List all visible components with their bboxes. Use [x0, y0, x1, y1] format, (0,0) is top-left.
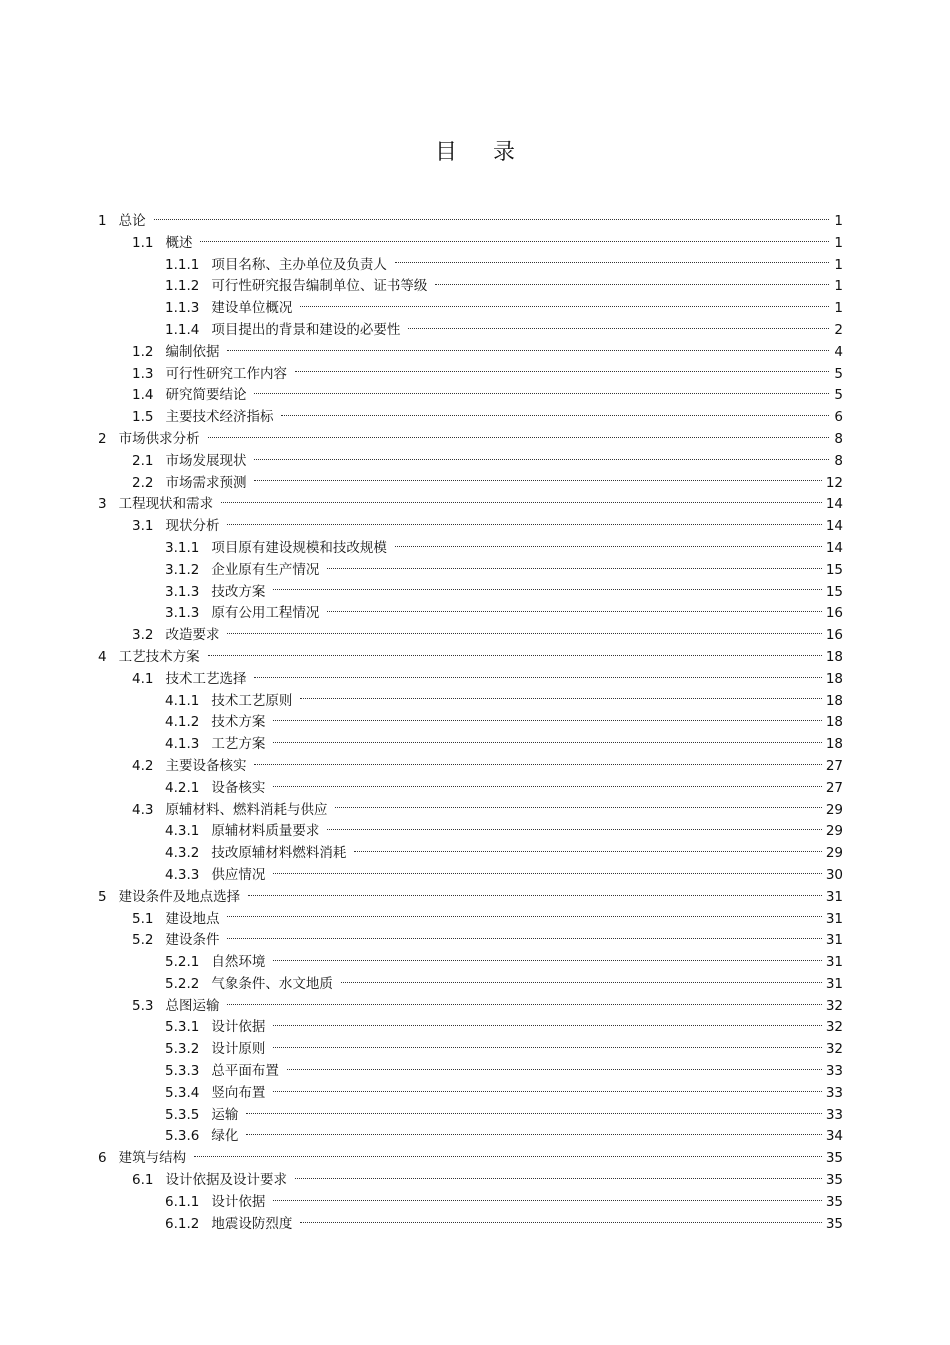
toc-entry-number: 5.3.2 [165, 1041, 200, 1058]
toc-entry-number: 3.1.3 [165, 583, 200, 600]
toc-entry-page: 8 [834, 430, 843, 447]
toc-entry[interactable] [98, 451, 843, 473]
toc-entry-number: 1.5 [132, 409, 154, 426]
toc-entry-label: 设计依据 [211, 1019, 266, 1036]
toc-entry-page: 5 [834, 365, 843, 382]
toc-entry-number: 6.1.2 [165, 1215, 200, 1232]
toc-entry-page: 14 [825, 539, 843, 556]
toc-dot-leader [227, 349, 829, 351]
toc-entry-page: 18 [825, 714, 843, 731]
toc-dot-leader [300, 697, 821, 699]
toc-entry-number: 5.3.6 [165, 1128, 200, 1145]
toc-entry-number: 3.1.2 [165, 561, 200, 578]
toc-dot-leader [208, 436, 829, 438]
toc-entry-label: 设备核实 [211, 779, 266, 796]
toc-entry-label: 原辅材料、燃料消耗与供应 [165, 801, 328, 818]
toc-dot-leader [327, 828, 821, 830]
toc-entry-page: 16 [825, 605, 843, 622]
toc-entry[interactable] [98, 909, 843, 931]
toc-entry-page: 18 [825, 670, 843, 687]
toc-entry[interactable] [98, 473, 843, 495]
toc-entry-page: 31 [825, 932, 843, 949]
toc-entry-label: 供应情况 [211, 866, 266, 883]
toc-entry[interactable] [98, 320, 843, 342]
toc-dot-leader [273, 872, 821, 874]
toc-entry-number: 1.1.1 [165, 256, 200, 273]
toc-entry-number: 5 [98, 888, 107, 905]
toc-dot-leader [254, 458, 829, 460]
toc-entry-label: 企业原有生产情况 [211, 561, 320, 578]
toc-entry-label: 可行性研究报告编制单位、证书等级 [211, 278, 428, 295]
toc-list [98, 211, 843, 1235]
toc-entry-page: 27 [825, 779, 843, 796]
toc-dot-leader [246, 1133, 821, 1135]
toc-entry-label: 编制依据 [165, 343, 220, 360]
toc-entry-page: 32 [825, 1019, 843, 1036]
toc-entry[interactable] [98, 255, 843, 277]
toc-entry-number: 3.1.3 [165, 605, 200, 622]
toc-entry-page: 33 [825, 1063, 843, 1080]
toc-entry-page: 2 [834, 321, 843, 338]
toc-entry-number: 3.2 [132, 627, 154, 644]
toc-dot-leader [254, 479, 821, 481]
toc-entry[interactable] [98, 385, 843, 407]
toc-title-char: 录 [493, 140, 516, 165]
toc-entry[interactable] [98, 756, 843, 778]
toc-dot-leader [300, 1221, 821, 1223]
toc-entry-number: 4.1.2 [165, 714, 200, 731]
toc-entry-page: 14 [825, 518, 843, 535]
toc-entry[interactable] [98, 778, 843, 800]
toc-entry-page: 5 [834, 387, 843, 404]
toc-entry-label: 运输 [211, 1106, 239, 1123]
toc-entry-label: 气象条件、水文地质 [211, 975, 333, 992]
toc-dot-leader [227, 523, 821, 525]
toc-entry-page: 16 [825, 627, 843, 644]
toc-entry-number: 1.1.2 [165, 278, 200, 295]
toc-entry-label: 建设地点 [165, 910, 220, 927]
toc-entry-number: 1.3 [132, 365, 154, 382]
toc-entry[interactable] [98, 734, 843, 756]
toc-entry[interactable] [98, 342, 843, 364]
toc-entry-label: 设计依据 [211, 1193, 266, 1210]
toc-entry[interactable] [98, 1061, 843, 1083]
toc-entry-label: 改造要求 [165, 627, 220, 644]
toc-entry-label: 市场供求分析 [118, 430, 200, 447]
toc-entry[interactable] [98, 712, 843, 734]
toc-dot-leader [300, 305, 829, 307]
toc-dot-leader [227, 915, 821, 917]
toc-dot-leader [273, 1024, 821, 1026]
toc-entry[interactable] [98, 647, 843, 669]
toc-entry[interactable] [98, 276, 843, 298]
toc-entry[interactable] [98, 669, 843, 691]
toc-title [0, 138, 950, 168]
toc-entry[interactable] [98, 800, 843, 822]
toc-entry-page: 1 [834, 300, 843, 317]
toc-entry-label: 工艺技术方案 [118, 648, 200, 665]
toc-entry-label: 设计原则 [211, 1041, 266, 1058]
toc-dot-leader [354, 850, 821, 852]
toc-entry-page: 1 [834, 278, 843, 295]
toc-entry-label: 工艺方案 [211, 736, 266, 753]
toc-entry-label: 建设单位概况 [211, 300, 293, 317]
toc-entry[interactable] [98, 582, 843, 604]
toc-entry-number: 4.2 [132, 757, 154, 774]
toc-entry-number: 4 [98, 648, 107, 665]
toc-entry[interactable] [98, 1192, 843, 1214]
toc-entry-page: 15 [825, 561, 843, 578]
toc-entry-page: 1 [834, 234, 843, 251]
toc-entry-page: 35 [825, 1150, 843, 1167]
toc-entry-page: 27 [825, 757, 843, 774]
toc-entry[interactable] [98, 952, 843, 974]
toc-entry[interactable] [98, 1105, 843, 1127]
toc-entry-number: 1.1.3 [165, 300, 200, 317]
toc-entry-label: 市场需求预测 [165, 474, 247, 491]
toc-entry[interactable] [98, 865, 843, 887]
toc-entry[interactable] [98, 298, 843, 320]
toc-entry-number: 4.2.1 [165, 779, 200, 796]
toc-dot-leader [200, 240, 829, 242]
toc-entry-label: 建设条件 [165, 932, 220, 949]
toc-entry-label: 项目原有建设规模和技改规模 [211, 539, 387, 556]
toc-entry[interactable] [98, 1214, 843, 1236]
toc-entry-label: 原辅材料质量要求 [211, 823, 320, 840]
toc-dot-leader [273, 588, 821, 590]
toc-dot-leader [435, 283, 829, 285]
toc-entry-number: 3.1 [132, 518, 154, 535]
toc-entry-label: 总平面布置 [211, 1063, 279, 1080]
toc-entry-page: 35 [825, 1193, 843, 1210]
toc-entry[interactable] [98, 821, 843, 843]
toc-entry-page: 6 [834, 409, 843, 426]
toc-entry[interactable] [98, 233, 843, 255]
toc-entry-page: 18 [825, 648, 843, 665]
toc-entry[interactable] [98, 930, 843, 952]
toc-entry-number: 3.1.1 [165, 539, 200, 556]
toc-entry-number: 4.3.3 [165, 866, 200, 883]
toc-entry-label: 建设条件及地点选择 [118, 888, 241, 905]
toc-entry-number: 2 [98, 430, 107, 447]
toc-entry-number: 6.1 [132, 1172, 154, 1189]
toc-dot-leader [273, 1090, 821, 1092]
toc-dot-leader [273, 719, 821, 721]
toc-entry[interactable] [98, 429, 843, 451]
toc-dot-leader [273, 1046, 821, 1048]
toc-entry-number: 5.3.1 [165, 1019, 200, 1036]
toc-entry-number: 1.2 [132, 343, 154, 360]
toc-entry-label: 主要设备核实 [165, 757, 247, 774]
toc-dot-leader [287, 1068, 822, 1070]
toc-dot-leader [248, 894, 822, 896]
toc-dot-leader [327, 567, 821, 569]
toc-entry-label: 绿化 [211, 1128, 239, 1145]
toc-entry-label: 竖向布置 [211, 1084, 266, 1101]
toc-entry-number: 1.1 [132, 234, 154, 251]
toc-entry[interactable] [98, 516, 843, 538]
toc-entry-label: 技改原辅材料燃料消耗 [211, 845, 347, 862]
toc-dot-leader [395, 545, 822, 547]
toc-entry-label: 技术工艺选择 [165, 670, 247, 687]
toc-entry-label: 原有公用工程情况 [211, 605, 320, 622]
toc-dot-leader [408, 327, 829, 329]
toc-entry[interactable] [98, 691, 843, 713]
toc-entry-number: 5.2.1 [165, 954, 200, 971]
toc-entry[interactable] [98, 625, 843, 647]
toc-entry-page: 32 [825, 1041, 843, 1058]
toc-entry-number: 1.1.4 [165, 321, 200, 338]
toc-entry-page: 15 [825, 583, 843, 600]
toc-entry-page: 1 [834, 213, 843, 229]
toc-entry-page: 35 [825, 1172, 843, 1189]
toc-entry[interactable] [98, 1017, 843, 1039]
toc-entry[interactable] [98, 603, 843, 625]
toc-entry-label: 自然环境 [211, 954, 266, 971]
toc-dot-leader [221, 501, 822, 503]
toc-entry-number: 4.3.1 [165, 823, 200, 840]
toc-dot-leader [395, 261, 829, 263]
toc-entry-number: 4.1.3 [165, 736, 200, 753]
toc-entry-page: 29 [825, 801, 843, 818]
toc-entry-number: 5.2.2 [165, 975, 200, 992]
toc-entry-page: 32 [825, 997, 843, 1014]
toc-entry[interactable] [98, 494, 843, 516]
toc-entry[interactable] [98, 887, 843, 909]
toc-entry-page: 29 [825, 823, 843, 840]
toc-entry-label: 设计依据及设计要求 [165, 1172, 287, 1189]
toc-entry-label: 市场发展现状 [165, 452, 247, 469]
toc-entry-page: 31 [825, 954, 843, 971]
toc-dot-leader [273, 1199, 821, 1201]
toc-entry[interactable] [98, 1126, 843, 1148]
toc-dot-leader [341, 981, 822, 983]
toc-dot-leader [281, 414, 829, 416]
toc-entry-label: 现状分析 [165, 518, 220, 535]
toc-entry-label: 概述 [165, 234, 193, 251]
toc-dot-leader [208, 654, 822, 656]
toc-entry-number: 6 [98, 1150, 107, 1167]
toc-entry-page: 29 [825, 845, 843, 862]
toc-entry[interactable] [98, 1148, 843, 1170]
toc-entry-label: 项目名称、主办单位及负责人 [211, 256, 387, 273]
toc-entry-label: 技术工艺原则 [211, 692, 293, 709]
toc-title-char: 目 [434, 140, 457, 165]
toc-entry-number: 6.1.1 [165, 1193, 200, 1210]
toc-dot-leader [227, 937, 821, 939]
toc-entry-number: 5.2 [132, 932, 154, 949]
toc-entry-page: 18 [825, 692, 843, 709]
toc-entry-label: 地震设防烈度 [211, 1215, 293, 1232]
toc-entry[interactable] [98, 364, 843, 386]
toc-entry-label: 可行性研究工作内容 [165, 365, 287, 382]
toc-entry-label: 研究简要结论 [165, 387, 247, 404]
toc-entry-page: 31 [825, 975, 843, 992]
toc-entry[interactable] [98, 538, 843, 560]
toc-dot-leader [254, 763, 821, 765]
toc-entry-number: 4.3 [132, 801, 154, 818]
toc-entry-page: 34 [825, 1128, 843, 1145]
toc-entry-page: 33 [825, 1106, 843, 1123]
toc-dot-leader [254, 676, 821, 678]
toc-entry-page: 14 [825, 496, 843, 513]
toc-entry[interactable] [98, 996, 843, 1018]
toc-entry-label: 建筑与结构 [118, 1150, 187, 1167]
toc-entry-page: 18 [825, 736, 843, 753]
toc-entry-page: 35 [825, 1215, 843, 1232]
toc-dot-leader [335, 806, 821, 808]
toc-entry-number: 2.2 [132, 474, 154, 491]
toc-dot-leader [273, 959, 821, 961]
toc-entry-label: 总论 [118, 213, 146, 229]
toc-entry-number: 5.3 [132, 997, 154, 1014]
toc-dot-leader [194, 1155, 822, 1157]
toc-dot-leader [295, 1177, 822, 1179]
toc-entry[interactable] [98, 843, 843, 865]
toc-entry-number: 5.3.5 [165, 1106, 200, 1123]
toc-entry-page: 31 [825, 910, 843, 927]
toc-entry[interactable] [98, 1170, 843, 1192]
toc-entry-number: 5.3.4 [165, 1084, 200, 1101]
toc-entry[interactable] [98, 1083, 843, 1105]
toc-entry[interactable] [98, 1039, 843, 1061]
toc-entry-number: 1 [98, 213, 107, 229]
toc-entry-page: 1 [834, 256, 843, 273]
toc-entry-number: 4.3.2 [165, 845, 200, 862]
toc-entry-label: 总图运输 [165, 997, 220, 1014]
toc-entry-number: 4.1.1 [165, 692, 200, 709]
toc-entry[interactable] [98, 407, 843, 429]
toc-entry-label: 工程现状和需求 [118, 496, 214, 513]
toc-entry-page: 30 [825, 866, 843, 883]
toc-entry-label: 主要技术经济指标 [165, 409, 274, 426]
toc-dot-leader [154, 218, 829, 220]
toc-entry-page: 31 [825, 888, 843, 905]
toc-dot-leader [254, 392, 829, 394]
toc-dot-leader [227, 632, 821, 634]
toc-entry-page: 33 [825, 1084, 843, 1101]
toc-entry-number: 5.1 [132, 910, 154, 927]
toc-entry-page: 12 [825, 474, 843, 491]
toc-entry[interactable] [98, 560, 843, 582]
toc-entry-label: 项目提出的背景和建设的必要性 [211, 321, 401, 338]
toc-dot-leader [327, 610, 821, 612]
toc-entry-label: 技改方案 [211, 583, 266, 600]
toc-entry-number: 2.1 [132, 452, 154, 469]
toc-entry-label: 技术方案 [211, 714, 266, 731]
toc-dot-leader [227, 1003, 821, 1005]
toc-entry-page: 4 [834, 343, 843, 360]
toc-dot-leader [295, 370, 829, 372]
toc-entry[interactable] [98, 211, 843, 233]
toc-entry-number: 3 [98, 496, 107, 513]
toc-dot-leader [246, 1112, 821, 1114]
toc-entry[interactable] [98, 974, 843, 996]
toc-entry-page: 8 [834, 452, 843, 469]
toc-dot-leader [273, 741, 821, 743]
toc-dot-leader [273, 785, 821, 787]
toc-entry-number: 5.3.3 [165, 1063, 200, 1080]
toc-entry-number: 4.1 [132, 670, 154, 687]
toc-entry-number: 1.4 [132, 387, 154, 404]
